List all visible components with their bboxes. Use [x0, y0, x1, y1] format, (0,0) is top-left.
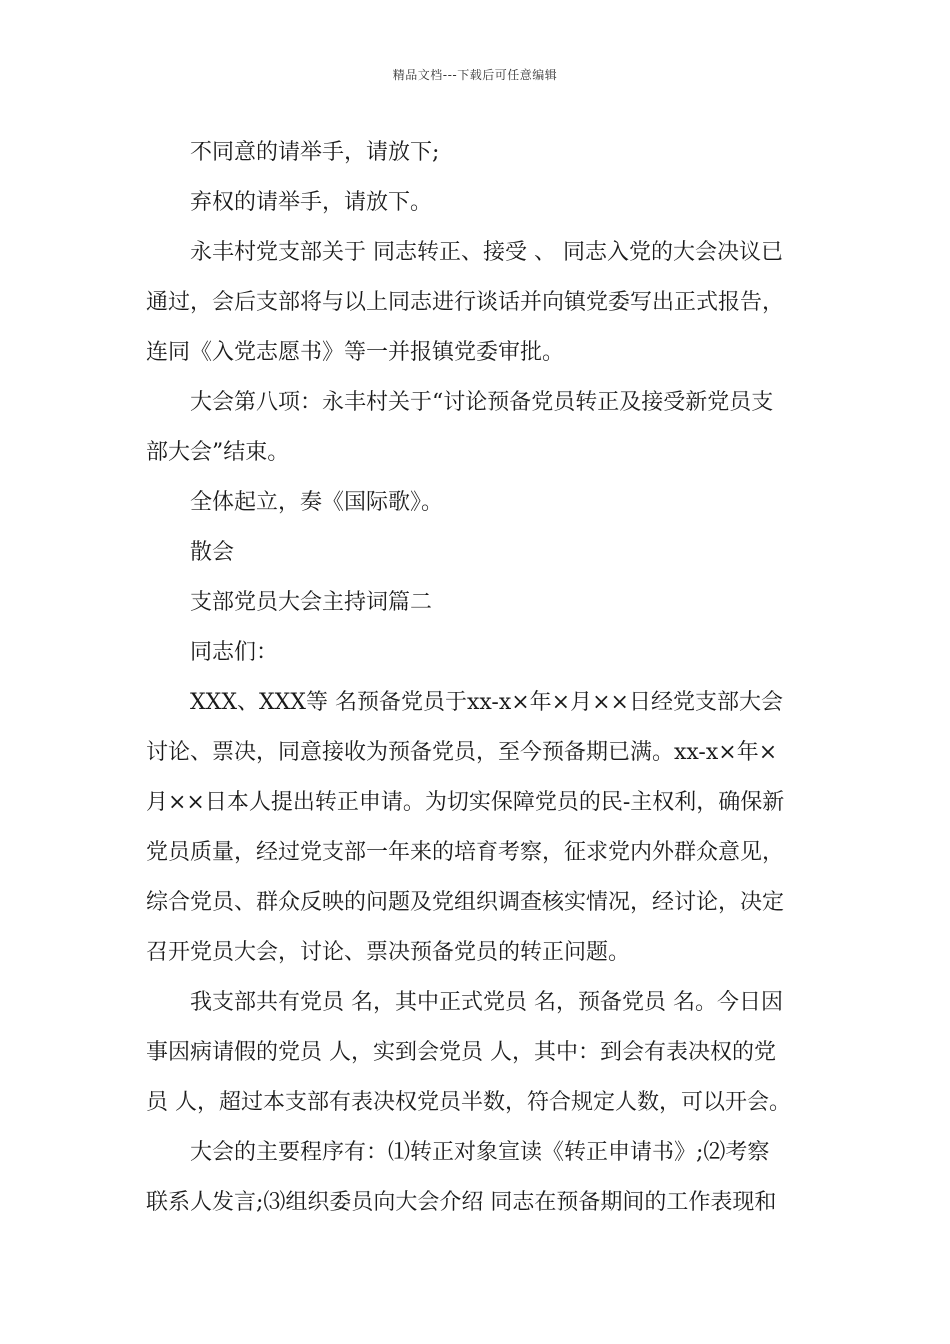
- text-line: 连同《入党志愿书》等一并报镇党委审批。: [146, 340, 565, 365]
- text-line: 通过，会后支部将与以上同志进行谈话并向镇党委写出正式报告，: [146, 290, 785, 315]
- text-line: 不同意的请举手，请放下;: [190, 140, 440, 165]
- text-line: 联系人发言;⑶组织委员向大会介绍 同志在预备期间的工作表现和: [146, 1190, 777, 1215]
- text-line: 大会第八项：永丰村关于“讨论预备党员转正及接受新党员支: [190, 390, 774, 415]
- page-header: 精品文档---下载后可任意编辑: [392, 68, 558, 82]
- text-line: 部大会”结束。: [146, 440, 290, 465]
- text-line: 事因病请假的党员 人，实到会党员 人，其中：到会有表决权的党: [146, 1040, 776, 1065]
- text-line: 弃权的请举手，请放下。: [190, 190, 433, 215]
- text-line: 党员质量，经过党支部一年来的培育考察，征求党内外群众意见，: [146, 840, 785, 865]
- text-line: 月××日本人提出转正申请。为切实保障党员的民-主权利，确保新: [146, 790, 785, 815]
- document-body: [146, 128, 810, 1228]
- text-line: 员 人，超过本支部有表决权党员半数，符合规定人数，可以开会。: [146, 1090, 791, 1115]
- text-line: 永丰村党支部关于 同志转正、接受 、 同志入党的大会决议已: [190, 240, 783, 265]
- text-line: 讨论、票决，同意接收为预备党员，至今预备期已满。xx-x×年×: [146, 740, 778, 765]
- text-line: XXX、XXX等 名预备党员于xx-x×年×月××日经党支部大会: [190, 690, 783, 715]
- text-line: 综合党员、群众反映的问题及党组织调查核实情况，经讨论，决定: [146, 890, 785, 915]
- section-heading: 支部党员大会主持词篇二: [190, 590, 433, 615]
- text-line: 散会: [190, 540, 235, 565]
- text-line: 同志们：: [190, 640, 279, 665]
- text-line: 大会的主要程序有：⑴转正对象宣读《转正申请书》;⑵考察: [190, 1140, 770, 1165]
- text-line: 我支部共有党员 名，其中正式党员 名，预备党员 名。今日因: [190, 990, 783, 1015]
- text-line: 召开党员大会，讨论、票决预备党员的转正问题。: [146, 940, 631, 965]
- text-line: 全体起立，奏《国际歌》。: [190, 490, 444, 515]
